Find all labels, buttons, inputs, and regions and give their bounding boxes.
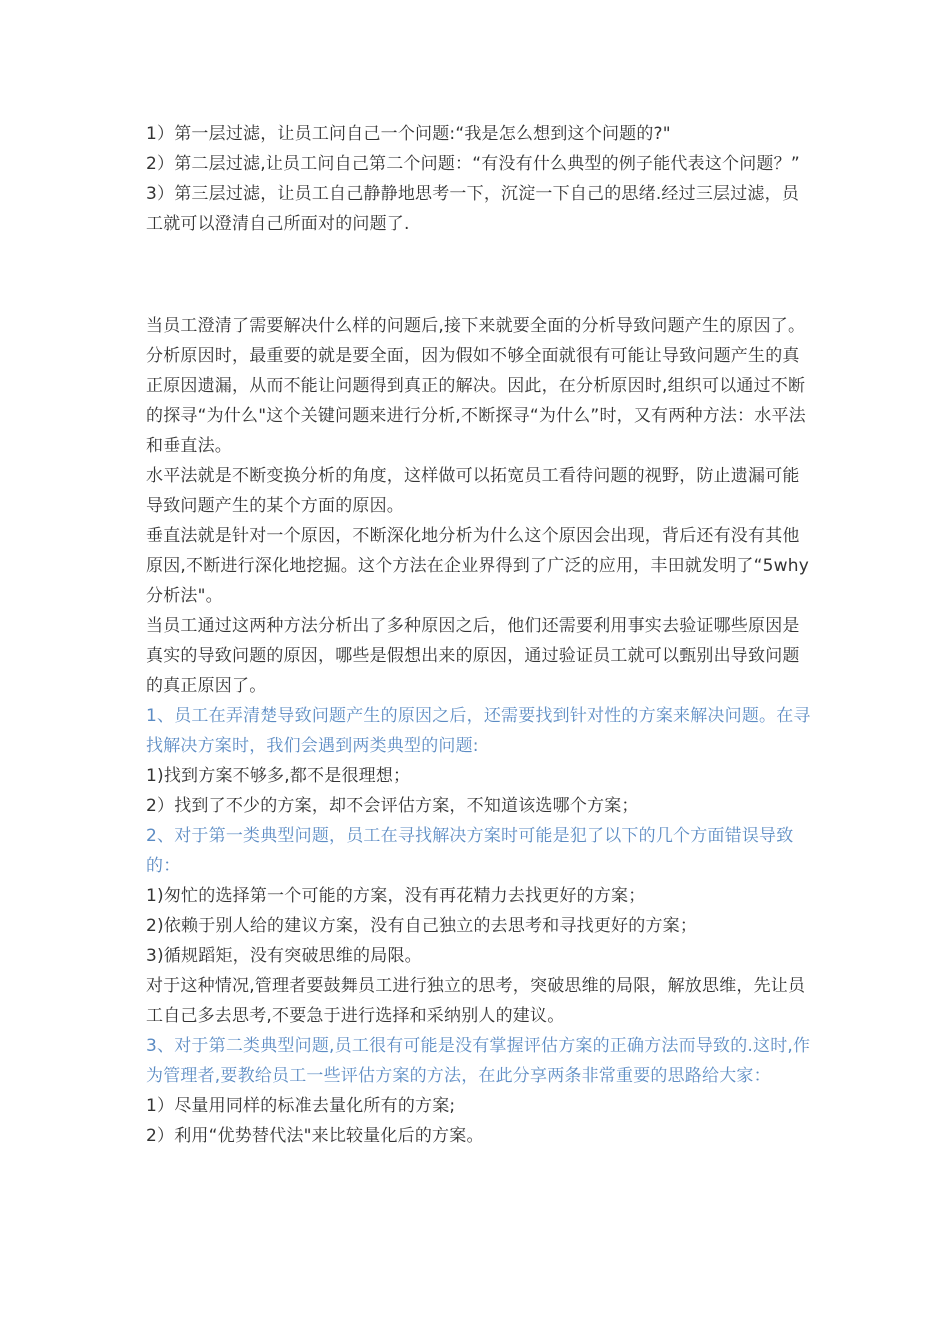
paragraph: 当员工澄清了需要解决什么样的问题后,接下来就要全面的分析导致问题产生的原因了。分析原因时，最重要的就是要全面，因为假如不够全面就很有可能让导致问题产生的真正原因遗漏，从而不能让问题得到真正的解决。因此，在分析原因时,组织可以通过不断的探寻“为什么"这个关键问题来进行分析,不断探寻“为什么”时，又有两种方法：水平法和垂直法。 [146, 316, 806, 456]
paragraph: 当员工通过这两种方法分析出了多种原因之后，他们还需要利用事实去验证哪些原因是真实的导致问题的原因，哪些是假想出来的原因，通过验证员工就可以甄别出导致问题的真正原因了。 [146, 616, 800, 696]
numbered-heading: 3、对于第二类典型问题,员工很有可能是没有掌握评估方案的正确方法而导致的.这时,作为管理者,要教给员工一些评估方案的方法，在此分享两条非常重要的思路给大家： [146, 1036, 811, 1086]
list-item: 1）尽量用同样的标准去量化所有的方案; [146, 1096, 456, 1116]
paragraph: 对于这种情况,管理者要鼓舞员工进行独立的思考，突破思维的局限，解放思维，先让员工自己多去思考,不要急于进行选择和采纳别人的建议。 [146, 976, 806, 1026]
numbered-heading: 1、员工在弄清楚导致问题产生的原因之后，还需要找到针对性的方案来解决问题。在寻找解决方案时，我们会遇到两类典型的问题: [146, 706, 811, 756]
paragraph: 3）第三层过滤，让员工自己静静地思考一下，沉淀一下自己的思绪.经过三层过滤，员工就可以澄清自己所面对的问题了. [146, 184, 800, 234]
list-item: 2）找到了不少的方案，却不会评估方案，不知道该选哪个方案； [146, 796, 639, 816]
paragraph: 1）第一层过滤，让员工问自己一个问题:“我是怎么想到这个问题的?" [146, 124, 671, 144]
paragraph: 2）第二层过滤,让员工问自己第二个问题：“有没有什么典型的例子能代表这个问题？” [146, 154, 800, 174]
list-item: 2)依赖于别人给的建议方案，没有自己独立的去思考和寻找更好的方案； [146, 916, 698, 936]
list-item: 1)匆忙的选择第一个可能的方案，没有再花精力去找更好的方案； [146, 886, 646, 906]
paragraph: 水平法就是不断变换分析的角度，这样做可以拓宽员工看待问题的视野，防止遗漏可能导致问题产生的某个方面的原因。 [146, 466, 800, 516]
cause-analysis-section [146, 311, 816, 1151]
list-item: 1)找到方案不够多,都不是很理想； [146, 766, 411, 786]
list-item: 3)循规蹈矩，没有突破思维的局限。 [146, 946, 422, 966]
list-item: 2）利用“优势替代法"来比较量化后的方案。 [146, 1126, 484, 1146]
paragraph: 垂直法就是针对一个原因，不断深化地分析为什么这个原因会出现，背后还有没有其他原因,不断进行深化地挖掘。这个方法在企业界得到了广泛的应用，丰田就发明了“5why 分析法"。 [146, 526, 809, 606]
numbered-heading: 2、对于第一类典型问题，员工在寻找解决方案时可能是犯了以下的几个方面错误导致的： [146, 826, 794, 876]
filter-steps-section [146, 119, 816, 239]
